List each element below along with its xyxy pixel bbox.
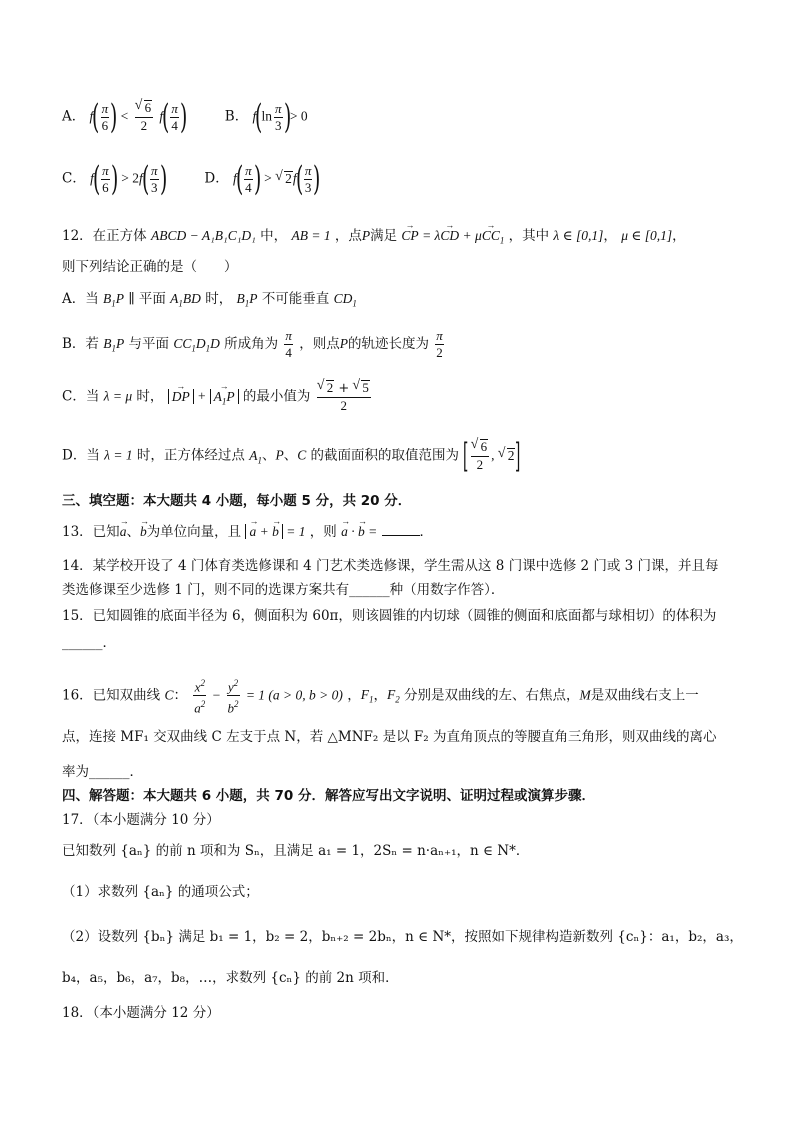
q14: 14．某学校开设了 4 门体育类选修课和 4 门艺术类选修课，学生需从这 8 门课中选修 2 门或 3 门课，并且每类选修课至少选修 1 门，则不同的选课方案共有______种（用数字作答）．: [62, 558, 719, 598]
section-4-heading: 四、解答题：本大题共 6 小题，共 70 分．解答应写出文字说明、证明过程或演算步骤．: [62, 788, 595, 804]
q12-option-d: D．当 λ = 1 时，正方体经过点 $A_1$、P、C 的截面面积的取值范围为 [ √ $\frac{6}{2}$ , √ 2]: [62, 439, 521, 473]
q17-heading: 17．（本小题满分 10 分）: [62, 812, 220, 828]
q11-option-b-label: B．: [224, 108, 249, 125]
q11-option-a-label: A．: [62, 108, 86, 125]
q15-line1: 15．已知圆锥的底面半径为 6，侧面积为 60π，则该圆锥的内切球（圆锥的侧面和底面都与球相切）的体积为: [62, 608, 717, 624]
q16-line2: 点，连接 MF₁ 交双曲线 C 左支于点 N，若 △MNF₂ 是以 F₂ 为直角顶点的等腰直角三角形，则双曲线的离心: [62, 729, 717, 745]
q12-question: 则下列结论正确的是（ ）: [62, 259, 238, 275]
q12-stem: 12．在正方体 ABCD − A₁B₁C₁D₁ 中， AB = 1 ，点P满足 CP → = λCD → + $\mu CC \to_1$ ，其中 λ ∈ [0,1]， μ ∈ [0,1]，: [62, 226, 686, 251]
q16-line3: 率为______．: [62, 764, 143, 780]
q16-line1: 16．已知双曲线 C： $\frac{x^2}{a^2}$ − $\frac{y^2}{b^2}$ = 1 (a > 0, b > 0) ，$F_1$，$F_2$ 分别是双曲线的左、右焦点，M是双曲线右支上一: [62, 675, 699, 717]
q11-option-d-label: D．: [204, 170, 229, 187]
q11-options-cd: C． f( $\frac{\pi}{6}$ ) > 2f( $\frac{\pi}{3}$ ) D． f( $\frac{\pi}{4}$ ) > √ 2f( $\frac{\pi}{3}$ ): [62, 162, 320, 196]
q17-part2-line2: b₄，a₅，b₆，a₇，b₈，…，求数列 {cₙ} 的前 2n 项和．: [62, 970, 399, 986]
q13: 13．已知a →、b →为单位向量，且 a → + b → = 1 ，则 a → · b → = ．: [62, 521, 433, 542]
section-3-heading: 三、填空题：本大题共 4 小题，每小题 5 分，共 20 分．: [62, 493, 412, 509]
q12-option-c: C．当 λ = μ 时， DP → + $A_1P$ → 的最小值为 √ $\frac{2 + √ 5}{2}$: [62, 380, 373, 414]
q15-line2: ______．: [62, 635, 116, 651]
q11-option-c-label: C．: [62, 170, 86, 187]
q12-option-b: B．若 $B_1P$ 与平面 $CC_1D_1D$ 所成角为 $\frac{\pi}{4}$ ，则点P的轨迹长度为 $\frac{\pi}{2}$: [62, 328, 443, 360]
q18-heading: 18．（本小题满分 12 分）: [62, 1005, 220, 1021]
q17-stem: 已知数列 {aₙ} 的前 n 项和为 Sₙ，且满足 a₁ = 1，2Sₙ = n·aₙ₊₁，n ∈ N*．: [62, 843, 530, 859]
q11-options-ab: A． f( $\frac{\pi}{6}$ ) < √ $\frac{6}{2}$ f( $\frac{\pi}{4}$ ) B． f(ln $\frac{\pi}{3}$ )> 0: [62, 100, 308, 134]
q12-option-a: A．当 $B_1P$ ∥ 平面 $A_1BD$ 时， $B_1P$ 不可能垂直 $CD_1$: [62, 291, 357, 309]
q17-part1: （1）求数列 {aₙ} 的通项公式；: [62, 884, 259, 900]
q13-answer-blank[interactable]: [382, 521, 420, 536]
q17-part2-line1: （2）设数列 {bₙ} 满足 b₁ = 1，b₂ = 2，bₙ₊₂ = 2bₙ，n ∈ N*，按照如下规律构造新数列 {cₙ}：a₁，b₂，a₃，: [62, 929, 743, 945]
